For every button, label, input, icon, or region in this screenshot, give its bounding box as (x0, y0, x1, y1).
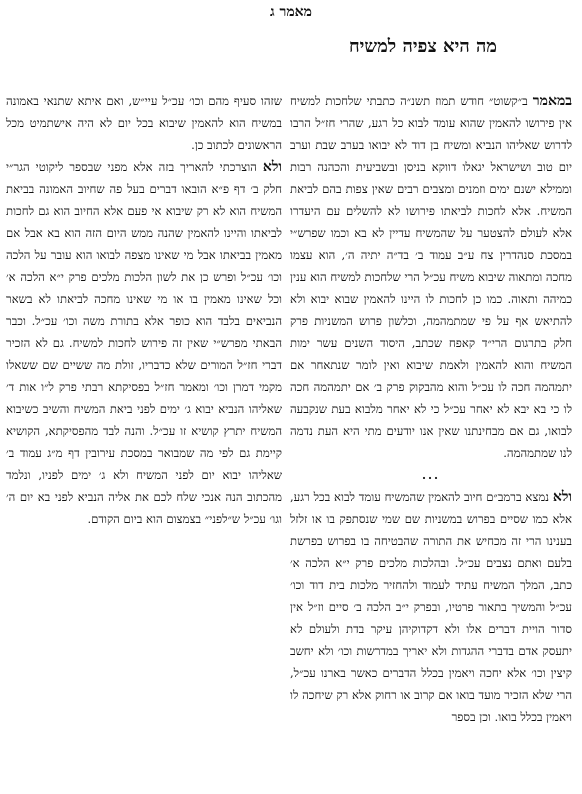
paragraph-lead-word: במאמר (532, 93, 572, 109)
right-paragraph-1 (290, 90, 572, 464)
chapter-header: מאמר ג (270, 4, 312, 20)
left-paragraph-1: שזהו סעיף מהם וכו׳ עכ״ל עיי״ש, ואם איתא שתנאי באמונה במשיח הוא להאמין שיבוא בכל יום לא היה אישתמיט מכל הראשונים לכתוב כן. (6, 94, 282, 152)
paragraph-text: הוצרכתי להאריך בזה אלא מפני שבספר ליקוטי הגר״י חלק ב׳ דף פ״א הובאו דברים בעל פה שחיוב האמונה בביאת המשיח הוא לא רק שיבוא אי פעם אלא החיוב הוא גם לחכות לביאתו והיינו להאמין שהנה ממש היום הזה הוא בא אבל אם מאמין בביאתו אבל מי שאינו מצפה לבואו הוא עובר על הלכה וכו׳ עכ״ל ופרש כן את לשון הלכות מלכים פרק י״א הלכה א׳ וכל שאינו מאמין בו או מי שאינו מחכה לביאתו לא בשאר הנביאים בלבד הוא כופר אלא בתורת משה וכו׳ עכ״ל. וכבר הבאתי מפרש״י שאין זה פירוש לחכות למשיח. גם לא הזכיר דברי חז״ל המורים שלא כדבריו, זולת מה ששיים שם ששאלו מקמי דמרן וכו׳ ומאמר חז״ל בפסיקתא רבתי פרק ל״ו אות ד׳ שאליהו הנביא יבוא ג׳ ימים לפני ביאת המשיח והשיב כשיבוא המשיח יתרץ קושיא זו עכ״ל. והנה לבד מהפסיקתא, הקושיא קיימת גם לפי מה שמבואר במסכת עירובין דף מ״ג עמוד ב׳ שאליהו יבוא יום לפני המשיח ולא ג׳ ימים לפניו, ונלמד מהכתוב הנה אנכי שלח לכם את אליה הנביא לפני בא יום ה׳ וגו׳ עכ״ל ש״לפני״ בצמצום הוא ביום הקודם. (6, 160, 282, 526)
section-separator: ... (421, 468, 441, 482)
paragraph-text: ב״קשוט״ חודש תמוז תשנ״ה כתבתי שלחכות למשיח אין פירושו להאמין שהוא עומד לבוא כל רגע, שהרי חז״ל הרבו לדרוש שאליהו הנביא ומשיח בן דוד לא יבואו בערב שבת וערב יום טוב ושישראל יגאלו דווקא בניסן ובשביעית והכהנה רבות וממילא ישנם ימים וזמנים ומצבים רבים שאין צפות בהם לביאת המשיח. אלא לחכות לביאתו פירושו לא להשלים עם היעדרו אלא לעולם להצטער על שהמשיח עדיין לא בא וכמו שפרש״י במסכת סנהדרין צח ע״ב עמוד ב׳ בד״ה יתיה ה׳, הוא עצמו מחכה ומתאוה שיבוא משיח עכ״ל הרי שלחכות למשיח הוא ענין כמיהה ותאוה. כמו כן לחכות לו היינו להאמין שבוא יבוא ולא להתיאש אף על פי שמתמהמה, וכלשון פרוש המשניות פרק חלק בתרגום הרי״ד קאפח שכתב, היסוד השנים עשר ימות המשיח והוא להאמין ולאמת שיבוא ואין לומר שנתאחר אם יתמהמה חכה לו עכ״ל והוא מהבקוק פרק ב׳ אם יתמהמה חכה לו כי בא יבא לא יאחר עכ״ל כי לא יאחר מלבוא בעת שנקבעה לבואו, גם אם מבחינתנו שאין אנו יודעים מתי היא העת נדמה לנו שמתמהמה. (290, 94, 572, 460)
paragraph-text: נמצא ברמב״ם חיוב להאמין שהמשיח עומד לבוא בכל רגע, אלא כמו שסיים בפרוש במשניות שם שמי שנסתפק בו או זלזל בענינו הרי זה מכחיש את התורה שהבטיחה בו בפרוש בפרשת בלעם ואתם נצבים עכ״ל. ובהלכות מלכים פרק י״א הלכה א׳ כתב, המלך המשיח עתיד לעמוד ולהחזיר מלכות בית דוד וכו׳ עכ״ל והמשיך בתאור פרטיו, ובפרק י״ב הלכה ב׳ סיים וז״ל אין סדור הויית דברים אלו ולא דקדוקיהן עיקר בדת ולעולם לא יתעסק אדם בדברי ההגדות ולא יאריך במדרשות וכו׳ ולא יחשב קיצין וכו׳ אלא יחכה ויאמין בכלל הדברים כאשר בארנו עכ״ל, הרי שלא הזכיר מועד בואו אם קרוב או רחוק אלא רק שיחכה לו ויאמין בכלל בואו. וכן בספר (290, 490, 572, 724)
right-column (290, 90, 572, 794)
left-paragraph-2 (6, 156, 282, 530)
paragraph-lead-word: ולא (262, 159, 283, 175)
left-column (6, 90, 283, 526)
article-title: מה היא צפיה למשיח (349, 36, 497, 57)
paragraph-lead-word: ולא (552, 489, 572, 505)
right-paragraph-2 (290, 486, 572, 728)
